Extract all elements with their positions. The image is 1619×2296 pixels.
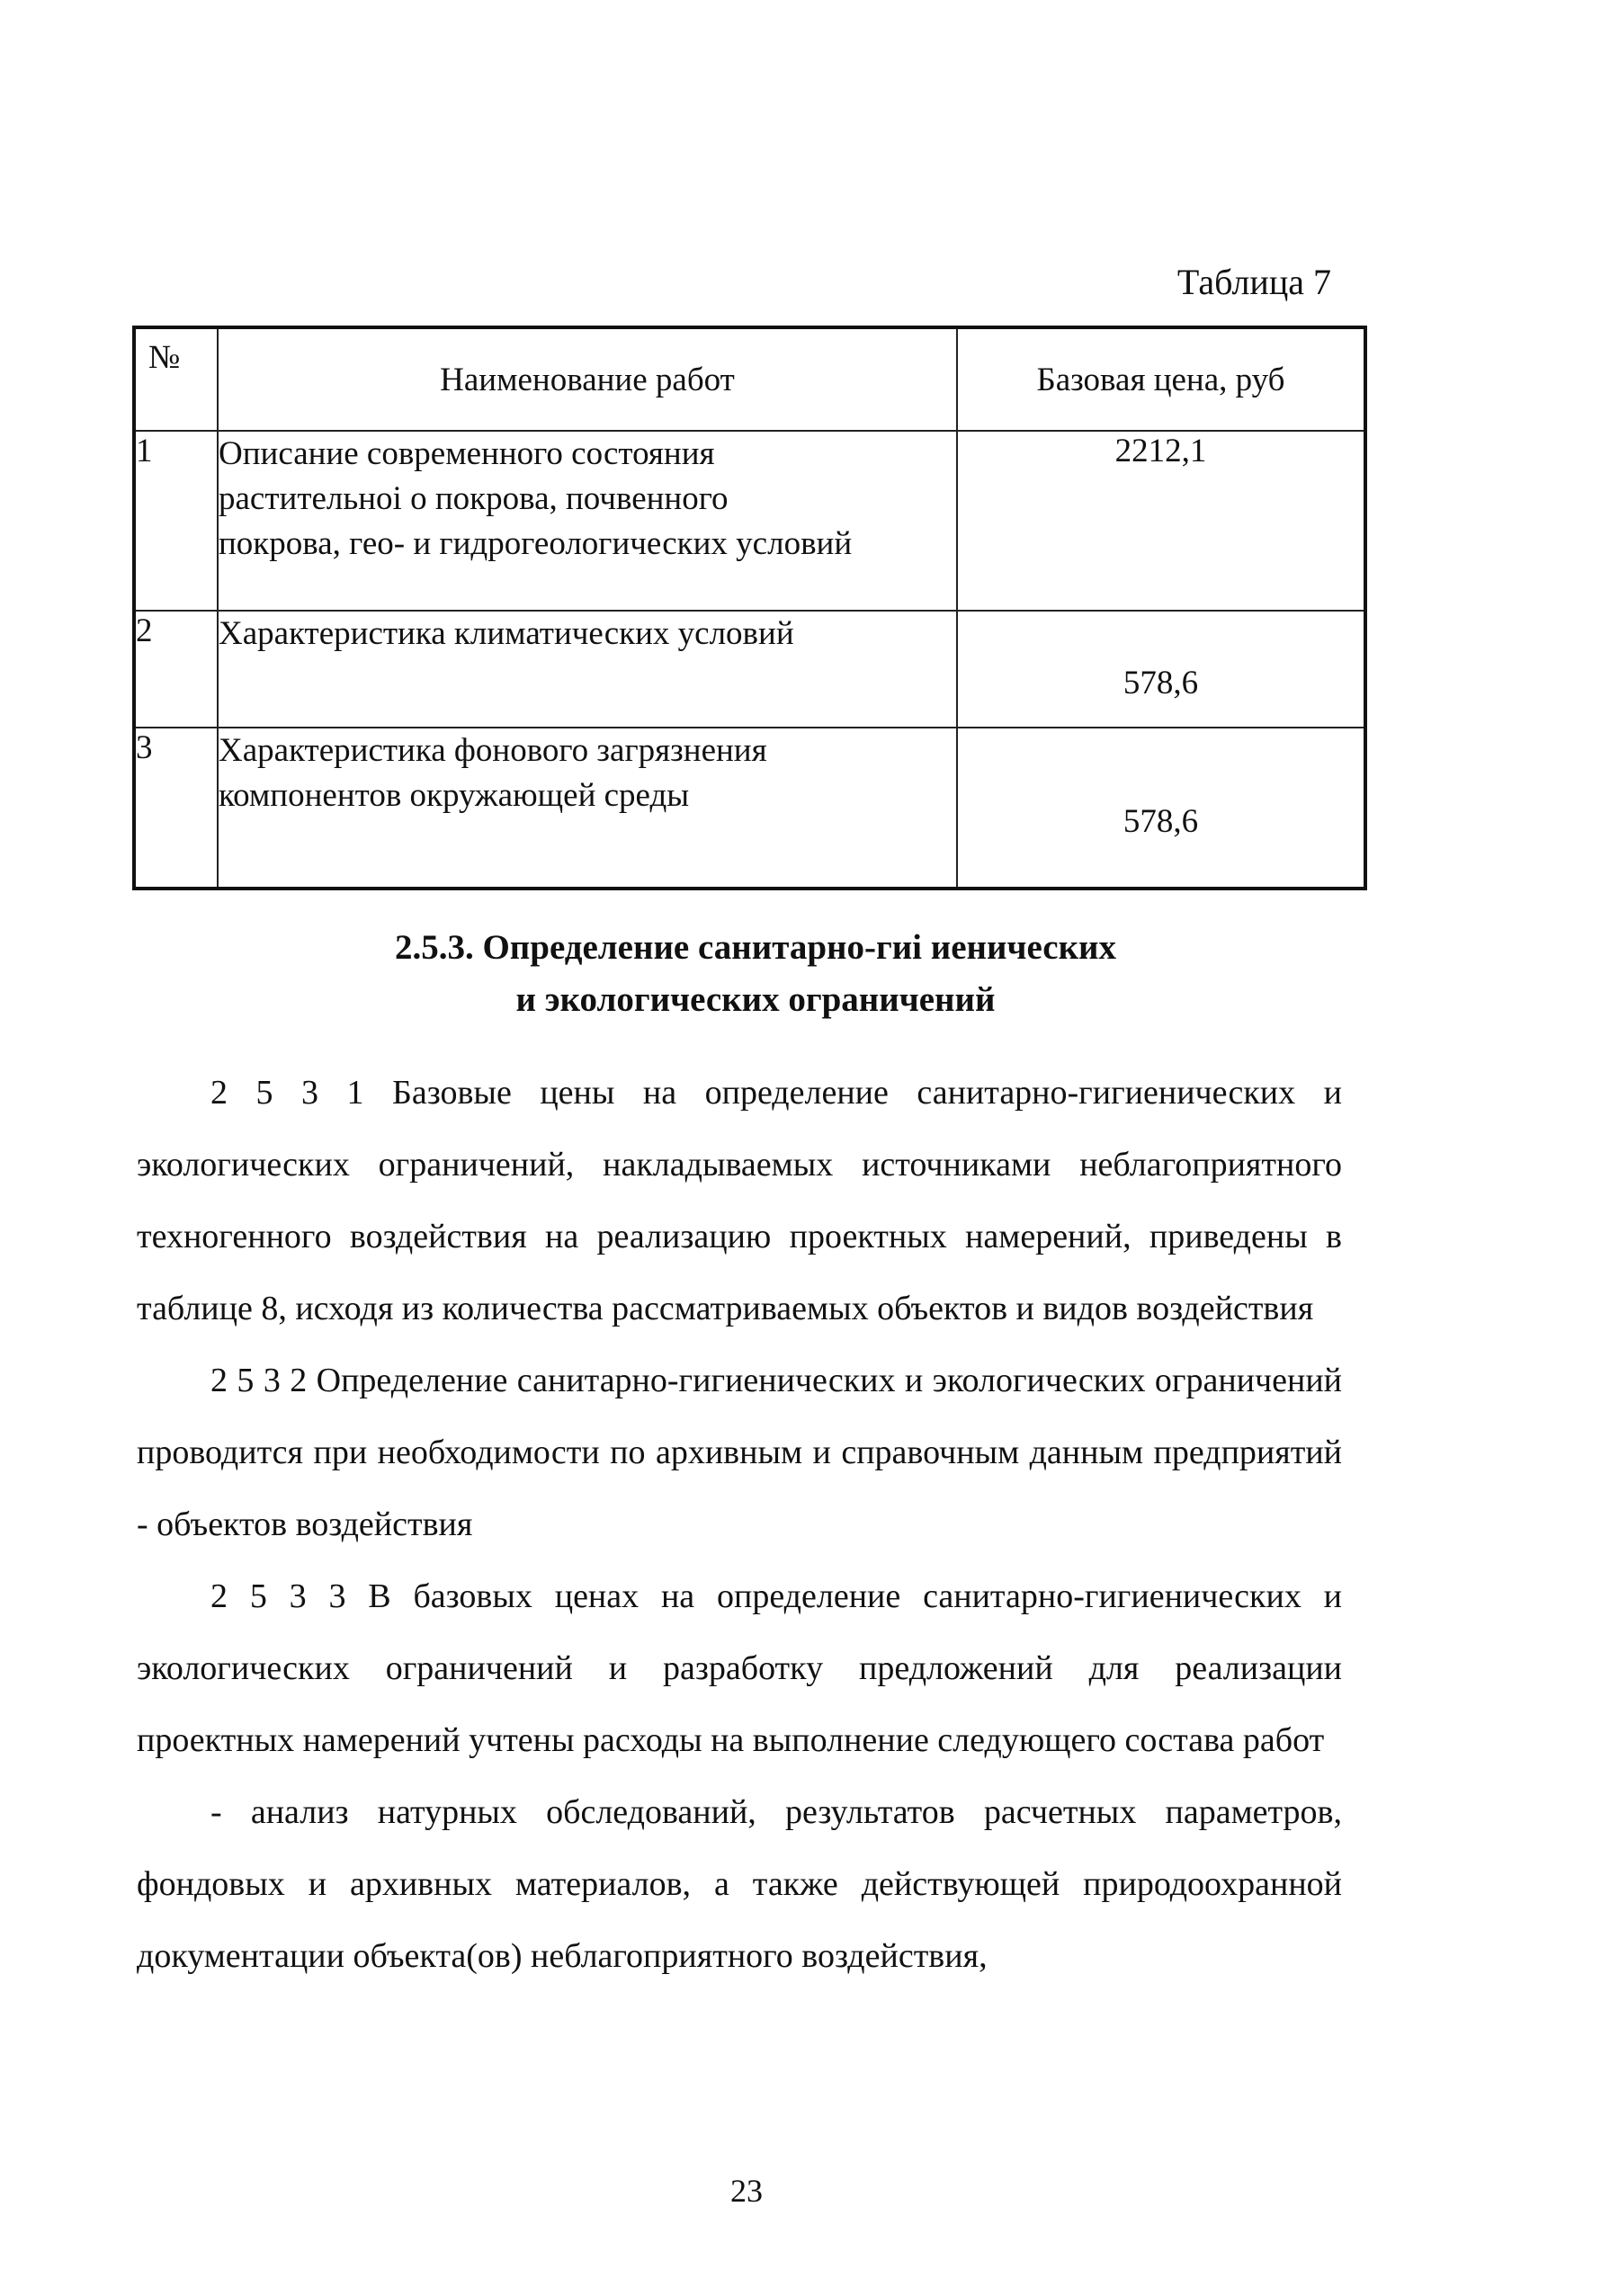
page-number: 23: [730, 2173, 763, 2209]
row-name: [218, 728, 957, 889]
section-title-line: 2.5.3. Определение санитарно-гиі иенических: [394, 928, 1117, 967]
row-name-line: компонентов окружающей среды: [219, 777, 690, 814]
body-text: [137, 1057, 1342, 1992]
row-name-line: растительноі о покрова, почвенного: [219, 480, 729, 517]
row-price: 578,6: [957, 611, 1365, 728]
row-name-line: Характеристика фонового загрязнения: [219, 732, 767, 769]
row-name-line: Описание современного состояния: [219, 435, 715, 472]
list-item: - анализ натурных обследований, результатов расчетных параметров, фондовых и архивных материалов, а также действующей природоохранной документации объекта(ов) неблагоприятного воздействия,: [137, 1793, 1342, 1975]
table-row: [134, 728, 1365, 889]
paragraph-2533: 2 5 3 3 В базовых ценах на определение санитарно-гигиенических и экологических ограничений и разработку предложений для реализации проектных намерений учтены расходы на выполнение следующего состава работ: [137, 1577, 1342, 1759]
row-name-line: покрова, гео- и гидрогеологических условий: [219, 525, 853, 562]
row-name: [218, 611, 957, 728]
table-row: [134, 431, 1365, 611]
row-number: 3: [134, 728, 218, 889]
table-caption: Таблица 7: [1176, 262, 1331, 302]
row-name-line: Характеристика климатических условий: [219, 615, 794, 652]
row-number: 2: [134, 611, 218, 728]
section-title-line: и экологических ограничений: [515, 980, 996, 1019]
row-price: 578,6: [957, 728, 1365, 889]
header-name: Наименование работ: [218, 327, 957, 431]
header-price: Базовая цена, руб: [957, 327, 1365, 431]
paragraph-2531: 2 5 3 1 Базовые цены на определение санитарно-гигиенических и экологических ограничений, накладываемых источниками неблагоприятного техногенного воздействия на реализацию проектных намерений, приведены в таблице 8, исходя из количества рассматриваемых объектов и видов воздействия: [137, 1074, 1342, 1327]
table-header-row: [134, 327, 1365, 431]
row-price: 2212,1: [957, 431, 1365, 611]
prices-table: [132, 326, 1367, 890]
table-row: [134, 611, 1365, 728]
header-number: №: [134, 327, 218, 431]
paragraph-2532: 2 5 3 2 Определение санитарно-гигиенических и экологических ограничений проводится при необходимости по архивным и справочным данным предприятий - объектов воздействия: [137, 1362, 1342, 1543]
row-number: 1: [134, 431, 218, 611]
row-name: [218, 431, 957, 611]
section-title: [0, 922, 1511, 1026]
